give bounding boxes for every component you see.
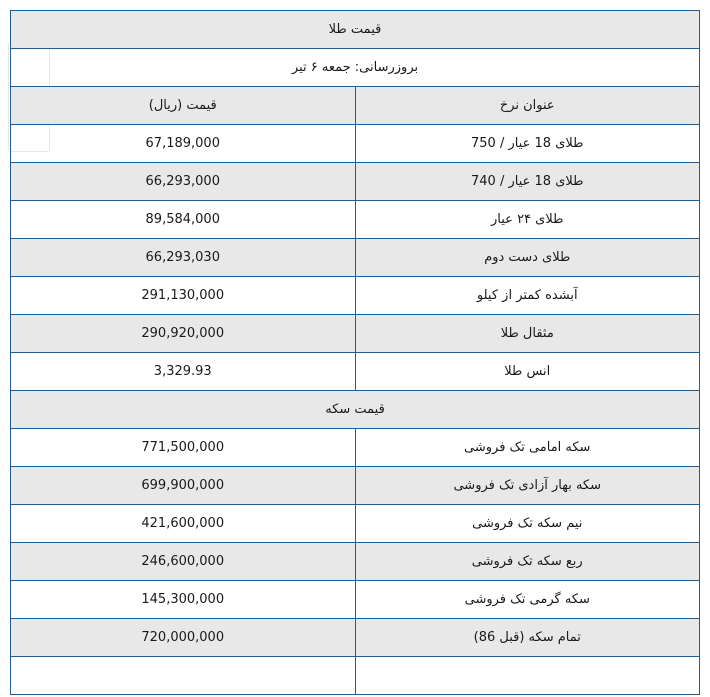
price-table-container xyxy=(10,10,700,695)
price-cell: 771,500,000 xyxy=(11,429,356,467)
price-cell: 3,329.93 xyxy=(11,353,356,391)
table-row xyxy=(11,619,700,657)
name-column-header: عنوان نرخ xyxy=(355,87,700,125)
price-cell: 699,900,000 xyxy=(11,467,356,505)
table-row xyxy=(11,277,700,315)
price-cell: 290,920,000 xyxy=(11,315,356,353)
table-row xyxy=(11,239,700,277)
name-cell: تمام سکه (قبل 86) xyxy=(355,619,700,657)
name-cell: مثقال طلا xyxy=(355,315,700,353)
table-row xyxy=(11,353,700,391)
gold-table-title: قیمت طلا xyxy=(11,11,700,49)
gold-title-row xyxy=(11,11,700,49)
name-cell: سکه بهار آزادی تک فروشی xyxy=(355,467,700,505)
name-cell: آبشده کمتر از کیلو xyxy=(355,277,700,315)
table-row xyxy=(11,505,700,543)
name-cell: ربع سکه تک فروشی xyxy=(355,543,700,581)
update-date-text: بروزرسانی: جمعه ۶ تیر xyxy=(11,49,700,87)
table-row xyxy=(11,543,700,581)
price-cell: 66,293,000 xyxy=(11,163,356,201)
name-cell: انس طلا xyxy=(355,353,700,391)
update-row xyxy=(11,49,700,87)
price-cell: 145,300,000 xyxy=(11,581,356,619)
table-row-partial xyxy=(11,657,700,695)
table-row xyxy=(11,581,700,619)
price-cell: 89,584,000 xyxy=(11,201,356,239)
name-cell: سکه امامی تک فروشی xyxy=(355,429,700,467)
table-row xyxy=(11,163,700,201)
name-cell: طلای 18 عیار / 740 xyxy=(355,163,700,201)
name-cell: طلای دست دوم xyxy=(355,239,700,277)
name-cell-empty xyxy=(355,657,700,695)
table-row xyxy=(11,315,700,353)
name-cell: سکه گرمی تک فروشی xyxy=(355,581,700,619)
gold-coin-price-table xyxy=(10,10,700,695)
coin-table-title: قیمت سکه xyxy=(11,391,700,429)
price-cell-empty xyxy=(11,657,356,695)
table-row xyxy=(11,429,700,467)
table-row xyxy=(11,467,700,505)
price-cell: 66,293,030 xyxy=(11,239,356,277)
table-row xyxy=(11,201,700,239)
table-row xyxy=(11,125,700,163)
price-cell: 421,600,000 xyxy=(11,505,356,543)
name-cell: نیم سکه تک فروشی xyxy=(355,505,700,543)
name-cell: طلای ۲۴ عیار xyxy=(355,201,700,239)
column-header-row xyxy=(11,87,700,125)
price-cell: 720,000,000 xyxy=(11,619,356,657)
price-cell: 246,600,000 xyxy=(11,543,356,581)
coin-title-row xyxy=(11,391,700,429)
price-column-header: قیمت (ریال) xyxy=(11,87,356,125)
price-cell: 291,130,000 xyxy=(11,277,356,315)
name-cell: طلای 18 عیار / 750 xyxy=(355,125,700,163)
price-cell: 67,189,000 xyxy=(11,125,356,163)
